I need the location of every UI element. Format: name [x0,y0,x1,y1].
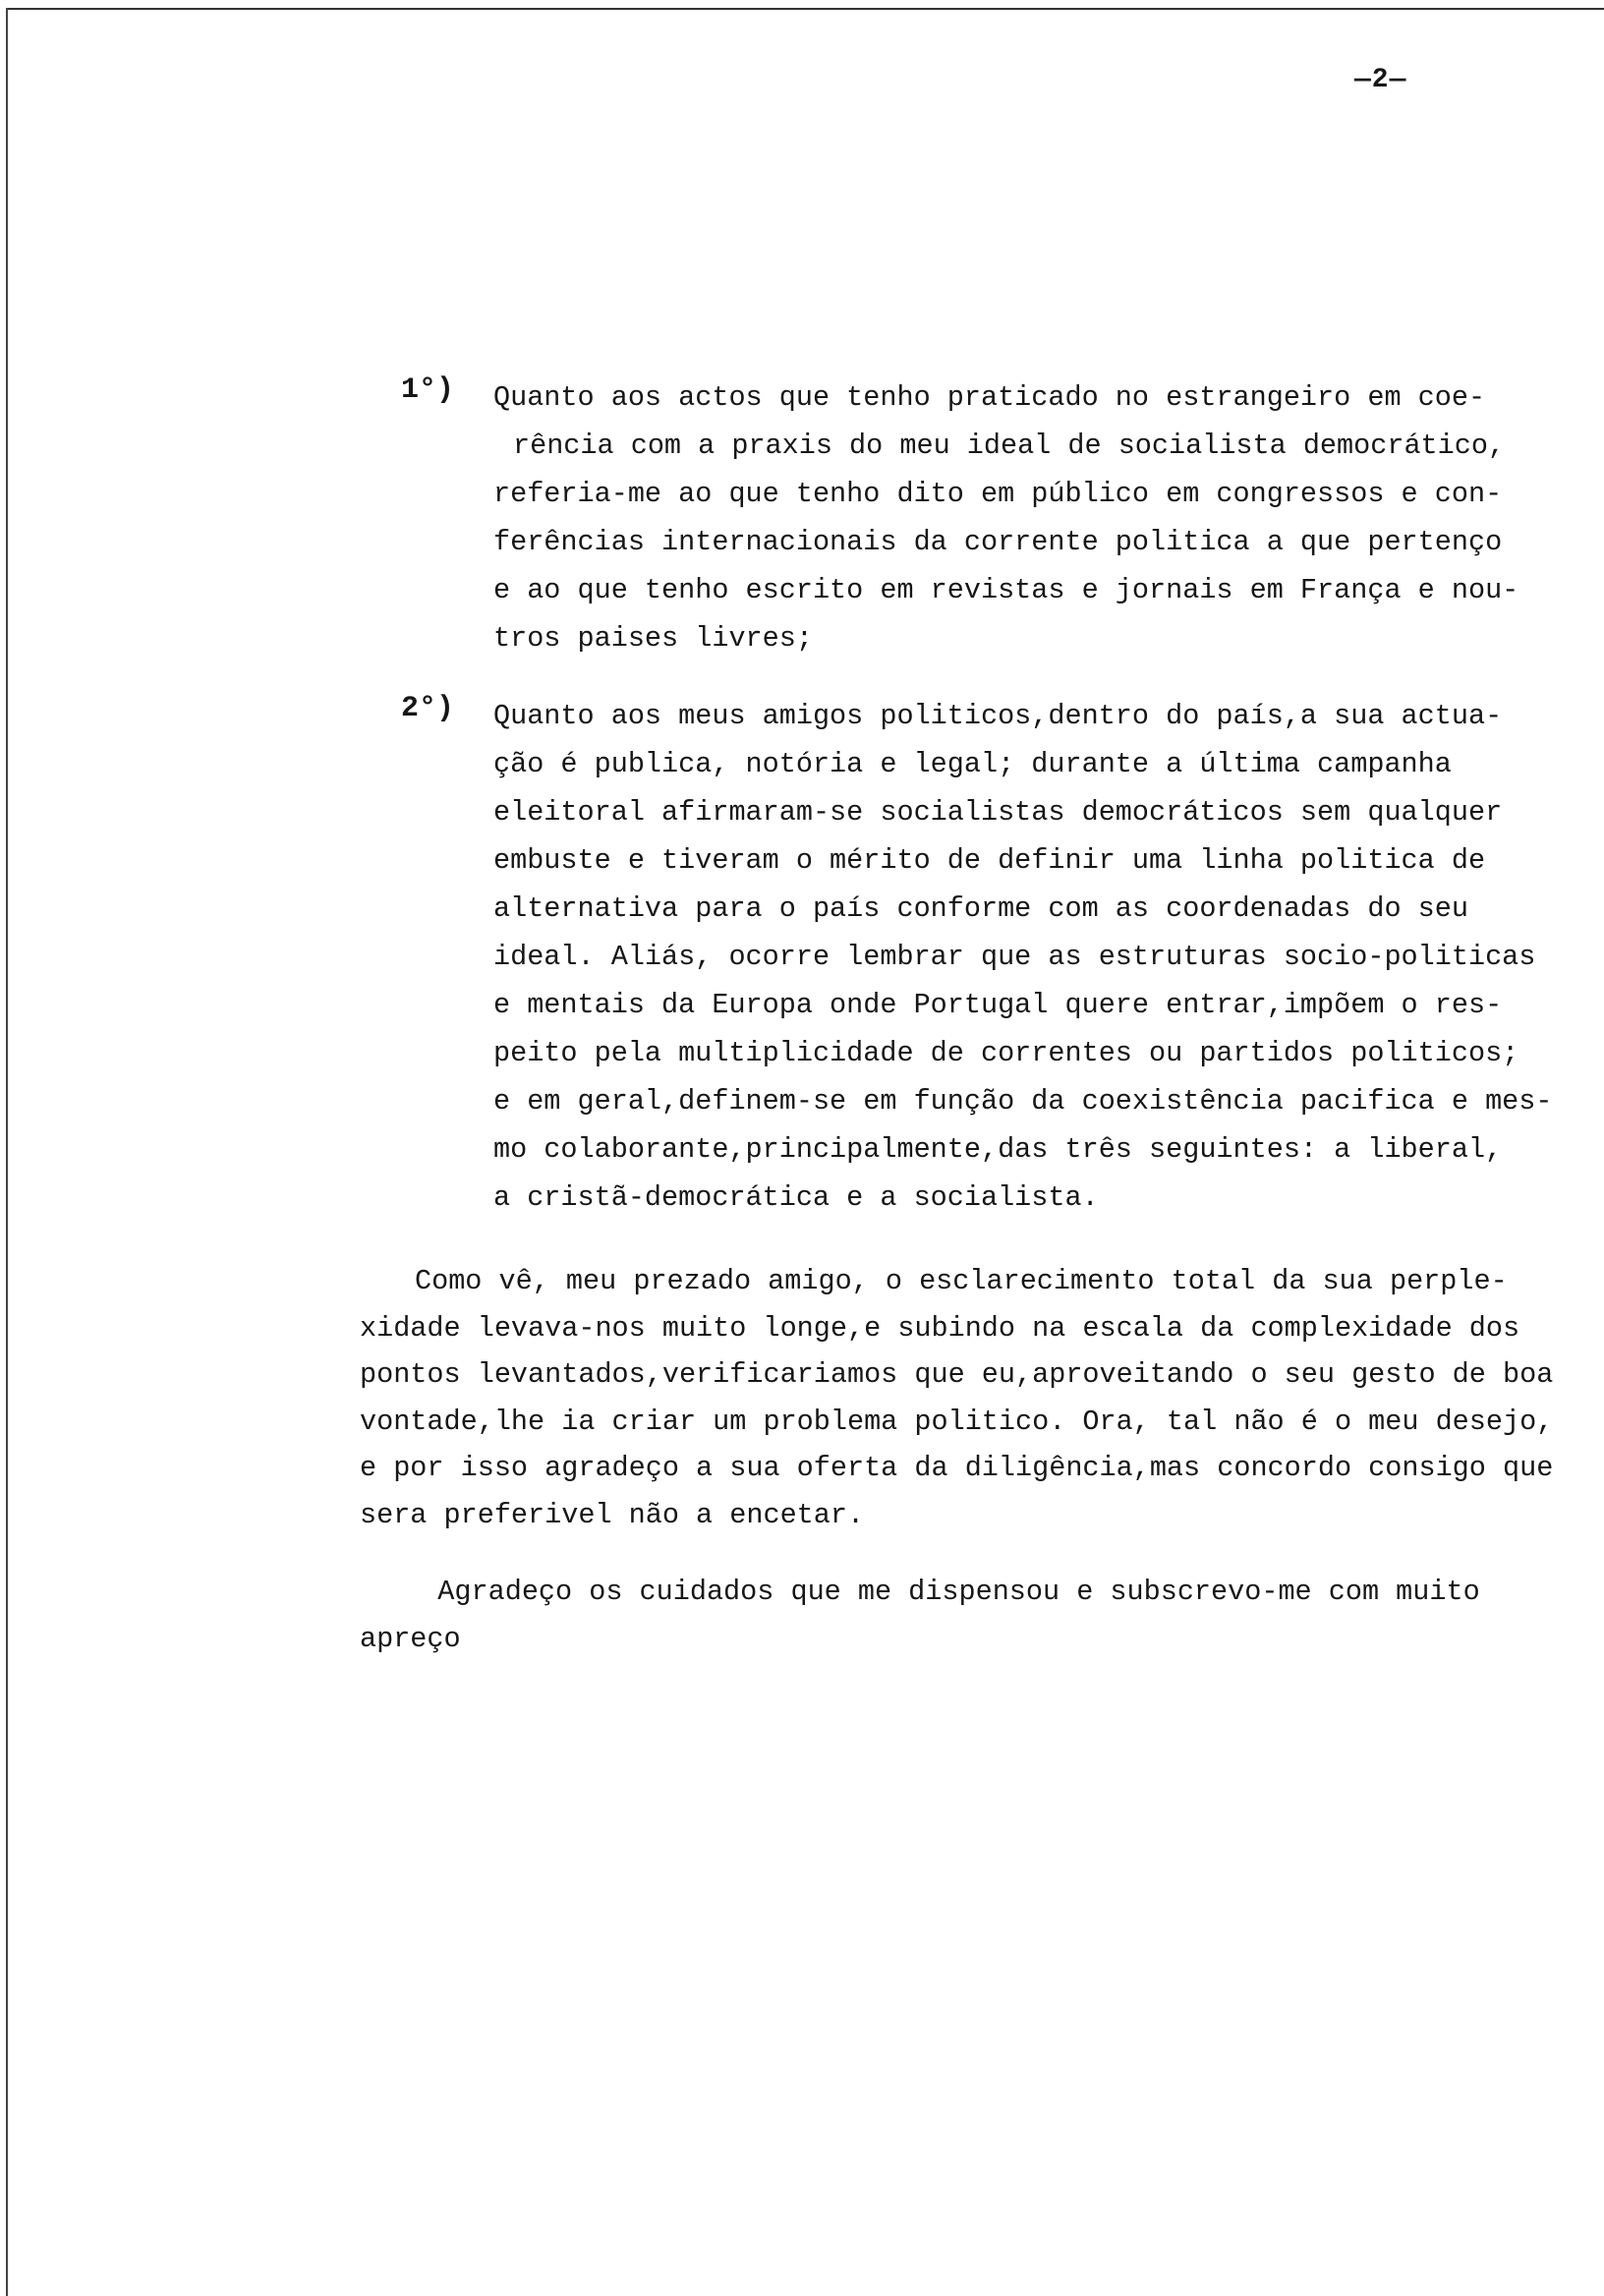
text-line: a cristã-democrática e a socialista. [493,1181,1099,1214]
body-paragraph-1 [360,1258,1569,1539]
text-line: e por isso agradeço a sua oferta da diligência,mas concordo consigo que [360,1452,1554,1485]
text-line: Como vê, meu prezado amigo, o esclarecimento total da sua perple- [415,1265,1508,1297]
text-line: apreço [360,1622,461,1655]
text-line: eleitoral afirmaram-se socialistas democráticos sem qualquer [493,796,1503,829]
text-line: e ao que tenho escrito em revistas e jornais em França e nou- [493,574,1519,606]
text-line: referia-me ao que tenho dito em público em congressos e con- [493,478,1503,510]
text-line: alternativa para o país conforme com as coordenadas do seu [493,892,1468,925]
text-line: ideal. Aliás, ocorre lembrar que as estruturas socio-politicas [493,941,1536,973]
item-text [493,373,1575,662]
text-line: Quanto aos actos que tenho praticado no estrangeiro em coe- [493,381,1486,414]
text-line: embuste e tiveram o mérito de definir uma linha politica de [493,844,1486,877]
text-line: ção é publica, notória e legal; durante a última campanha [493,748,1452,780]
text-line: Agradeço os cuidados que me dispensou e subscrevo-me com muito [387,1576,1480,1608]
closing-paragraph [360,1569,1569,1662]
text-line: e em geral,definem-se em função da coexistência pacifica e mes- [493,1085,1553,1118]
text-line: ferências internacionais da corrente politica a que pertenço [493,526,1503,558]
text-line: mo colaborante,principalmente,das três seguintes: a liberal, [493,1133,1503,1166]
text-line: pontos levantados,verificariamos que eu,aproveitando o seu gesto de boa [360,1358,1554,1392]
item-marker: 1°) [401,373,455,407]
text-line: vontade,lhe ia criar um problema politico. Ora, tal não é o meu desejo, [360,1405,1554,1438]
text-line: tros paises livres; [493,622,813,655]
item-marker: 2°) [401,692,455,725]
text-line: rência com a praxis do meu ideal de socialista democrático, [513,430,1506,462]
page-number: —2— [1354,65,1407,95]
page-border-left [6,8,8,2296]
text-line: peito pela multiplicidade de correntes ou partidos politicos; [493,1037,1519,1069]
text-line: e mentais da Europa onde Portugal quere entrar,impõem o res- [493,989,1503,1021]
item-text [493,692,1575,1222]
text-line: sera preferivel não a encetar. [360,1498,865,1531]
text-line: xidade levava-nos muito longe,e subindo na escala da complexidade dos [360,1311,1520,1345]
page-border-top [6,8,1604,10]
text-line: Quanto aos meus amigos politicos,dentro do país,a sua actua- [493,700,1503,732]
